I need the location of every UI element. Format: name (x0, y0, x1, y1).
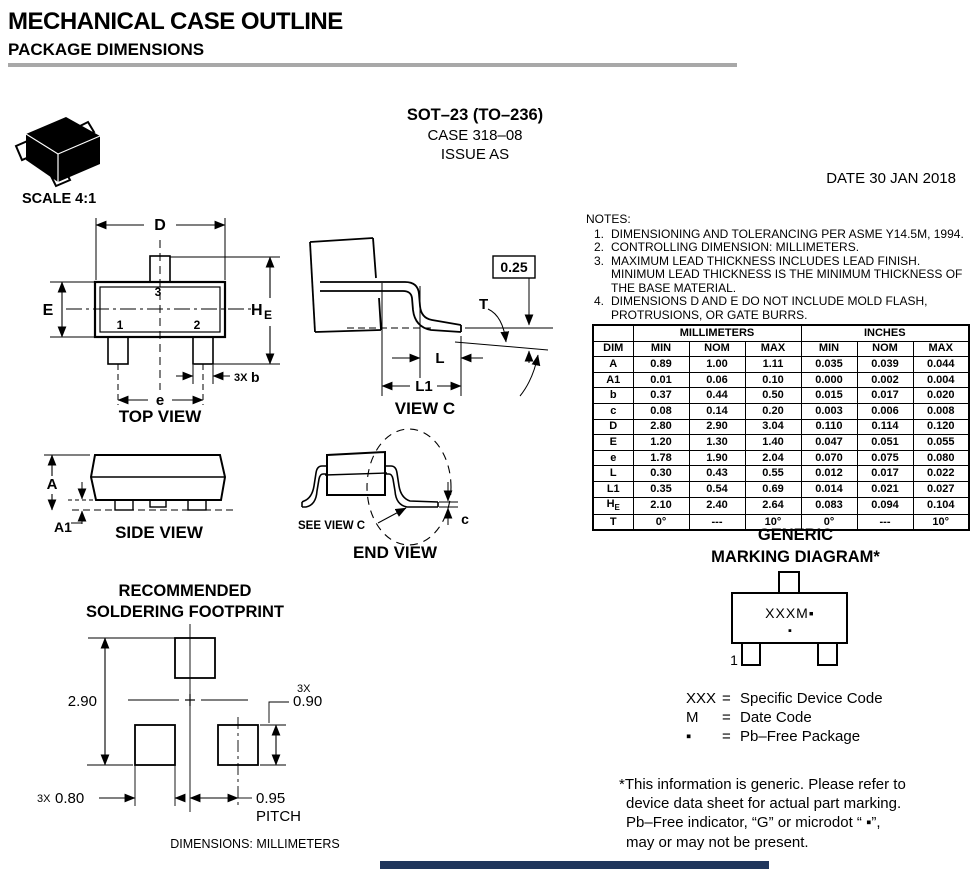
dim-value: 2.90 (689, 419, 745, 435)
dim-value: 0.051 (857, 435, 913, 451)
col-header: MIN (633, 341, 689, 357)
footnote-line: may or may not be present. (626, 833, 809, 851)
dim-symbol: e (593, 450, 633, 466)
dim-symbol: b (593, 388, 633, 404)
bottom-bar (380, 861, 769, 869)
pin1-label: 1 (116, 318, 124, 332)
legend-term: M (686, 709, 699, 726)
pin2-label: 2 (193, 318, 201, 332)
scale-label: SCALE 4:1 (22, 191, 97, 207)
dim-value: 3.04 (745, 419, 801, 435)
dim-value: 0.110 (801, 419, 857, 435)
dim-symbol: A (593, 357, 633, 373)
dim-value: 0.10 (745, 372, 801, 388)
dim-value: 1.11 (745, 357, 801, 373)
dim-value: 0.003 (801, 403, 857, 419)
issue-label: ISSUE AS (440, 146, 510, 163)
page-title: MECHANICAL CASE OUTLINE (8, 8, 343, 35)
dim-symbol: A1 (593, 372, 633, 388)
dim-value: 0.070 (801, 450, 857, 466)
legend-description: Date Code (740, 709, 812, 726)
dim-table-row (593, 403, 969, 419)
note-text: CONTROLLING DIMENSION: MILLIMETERS. (611, 240, 860, 254)
footprint-units-label: DIMENSIONS: MILLIMETERS (170, 837, 340, 851)
footprint-title-line1: RECOMMENDED (118, 582, 252, 600)
dim-label-e: e (155, 392, 165, 409)
dim-value: 1.90 (689, 450, 745, 466)
dim-symbol: D (593, 419, 633, 435)
dim-value: 0.37 (633, 388, 689, 404)
dim-label-c: c (461, 511, 469, 527)
col-header: MIN (801, 341, 857, 357)
dim-label-HE-sub: E (264, 308, 273, 322)
dim-value: 0.43 (689, 466, 745, 482)
end-view-drawing (282, 424, 487, 564)
note-number: 3. (594, 253, 605, 268)
dim-value: 0.114 (857, 419, 913, 435)
dim-symbol: T (593, 514, 633, 530)
inches-header: INCHES (801, 325, 969, 341)
legend-term: ▪ (686, 728, 692, 745)
col-header: NOM (689, 341, 745, 357)
dim-value: 10° (745, 514, 801, 530)
note-item (586, 255, 974, 296)
table-group-header-row (593, 325, 969, 341)
dim-value: 0.004 (913, 372, 969, 388)
dim-symbol: L (593, 466, 633, 482)
dim-value: 0.022 (913, 466, 969, 482)
top-view-caption: TOP VIEW (118, 407, 202, 426)
case-info (325, 106, 625, 165)
dim-value: 0.044 (913, 357, 969, 373)
case-number: CASE 318–08 (427, 126, 523, 144)
dim-label-b-qty: 3X (234, 372, 248, 384)
dim-value: 0.20 (745, 403, 801, 419)
package-name: SOT–23 (TO–236) (406, 106, 544, 124)
dim-value: 2.10 (633, 497, 689, 514)
dim-value: 0.094 (857, 497, 913, 514)
dim-0-95: 0.95 (256, 790, 286, 807)
note-item (586, 241, 974, 255)
legend-item (686, 689, 883, 708)
note-item (586, 228, 974, 242)
dim-value: 0.017 (857, 388, 913, 404)
dim-value: 0.021 (857, 481, 913, 497)
dim-value: 2.04 (745, 450, 801, 466)
dim-label-A1: A1 (54, 519, 72, 535)
dim-value: 0.008 (913, 403, 969, 419)
title-divider (8, 63, 737, 67)
marking-pin1-label: 1 (730, 652, 738, 668)
note-item (586, 295, 974, 322)
dim-value: 1.40 (745, 435, 801, 451)
legend-equals: = (722, 690, 731, 707)
dim-value: 0.039 (857, 357, 913, 373)
dim-value: 1.20 (633, 435, 689, 451)
dim-value: 0.002 (857, 372, 913, 388)
view-c-drawing (285, 228, 570, 423)
dim-table-row (593, 388, 969, 404)
gauge-plane-label: 0.25 (500, 259, 528, 275)
dim-symbol: L1 (593, 481, 633, 497)
dim-value: 0° (633, 514, 689, 530)
footprint-title-line2: SOLDERING FOOTPRINT (86, 603, 284, 621)
dim-label-HE: H (251, 302, 263, 319)
dim-value: 0.08 (633, 403, 689, 419)
dim-value: 0.06 (689, 372, 745, 388)
dim-value: 0.54 (689, 481, 745, 497)
date-label: DATE 30 JAN 2018 (826, 170, 956, 187)
dim-value: 0.017 (857, 466, 913, 482)
dim-value: 0.055 (913, 435, 969, 451)
footnote (619, 775, 971, 852)
dim-value: 0.027 (913, 481, 969, 497)
dim-value: 0.014 (801, 481, 857, 497)
marking-title (698, 525, 893, 568)
dim-value: 0.35 (633, 481, 689, 497)
side-view-drawing (22, 442, 257, 542)
dim-table-row (593, 466, 969, 482)
marking-title-line2: MARKING DIAGRAM* (711, 547, 880, 566)
marking-diagram-drawing (715, 566, 870, 671)
pin3-label: 3 (154, 285, 162, 299)
page-subtitle: PACKAGE DIMENSIONS (8, 40, 205, 59)
millimeters-header: MILLIMETERS (633, 325, 801, 341)
dim-value: 0.01 (633, 372, 689, 388)
dim-label-D: D (154, 217, 166, 234)
dim-label-L1: L1 (415, 378, 433, 395)
note-number: 2. (594, 240, 605, 254)
dim-2-90: 2.90 (67, 693, 97, 710)
footnote-line: Pb–Free indicator, “G” or microdot “ ▪”, (626, 814, 881, 832)
dim-value: 0.69 (745, 481, 801, 497)
note-number: 4. (594, 294, 605, 308)
dim-value: 2.80 (633, 419, 689, 435)
notes-list (586, 228, 974, 323)
marking-title-line1: GENERIC (757, 526, 834, 544)
notes-heading: NOTES: (586, 212, 631, 226)
dim-table-row (593, 450, 969, 466)
dim-label-b: b (251, 369, 260, 385)
dim-table-row (593, 435, 969, 451)
dim-label-E: E (42, 302, 54, 319)
footnote-line: device data sheet for actual part marking. (626, 795, 902, 813)
table-subheader-row (593, 341, 969, 357)
notes-section (586, 213, 974, 322)
dim-value: 0.30 (633, 466, 689, 482)
dim-value: 0.44 (689, 388, 745, 404)
dim-symbol: E (593, 435, 633, 451)
dim-symbol: c (593, 403, 633, 419)
dim-table-row (593, 481, 969, 497)
dim-table-row (593, 372, 969, 388)
dim-value: 0.012 (801, 466, 857, 482)
dim-0-90-qty: 3X (297, 683, 311, 695)
dim-table-row (593, 497, 969, 514)
side-view-caption: SIDE VIEW (115, 523, 203, 542)
dim-value: 2.64 (745, 497, 801, 514)
legend-item (686, 708, 883, 727)
footprint-title (40, 581, 330, 623)
legend-item (686, 727, 883, 746)
dim-value: --- (857, 514, 913, 530)
pitch-label: PITCH (256, 808, 301, 825)
dimension-table (592, 324, 970, 531)
dim-value: 0.006 (857, 403, 913, 419)
dim-0-80-qty: 3X (37, 793, 51, 805)
dim-value: 10° (913, 514, 969, 530)
dim-table-row (593, 419, 969, 435)
dim-value: 0.14 (689, 403, 745, 419)
legend-description: Specific Device Code (740, 690, 883, 707)
soldering-footprint-drawing (35, 622, 365, 837)
dim-label-A: A (46, 476, 58, 493)
dim-value: 0.047 (801, 435, 857, 451)
dim-label-L: L (435, 350, 445, 367)
end-view-caption: END VIEW (352, 543, 438, 562)
col-header: MAX (913, 341, 969, 357)
blank-cell (593, 325, 633, 341)
dim-value: 0.080 (913, 450, 969, 466)
dim-value: 1.78 (633, 450, 689, 466)
note-number: 1. (594, 226, 605, 241)
view-c-caption: VIEW C (394, 399, 456, 418)
pbfree-dot: ▪ (788, 625, 792, 637)
note-text: MAXIMUM LEAD THICKNESS INCLUDES LEAD FINISH. MINIMUM LEAD THICKNESS IS THE MINIMUM THICKNESS OF THE BASE MATERIAL. (611, 253, 963, 295)
dim-value: 1.00 (689, 357, 745, 373)
dim-value: 0.015 (801, 388, 857, 404)
legend-term: XXX (686, 690, 717, 707)
dim-value: 0.083 (801, 497, 857, 514)
dim-value: 0.120 (913, 419, 969, 435)
legend-description: Pb–Free Package (740, 728, 861, 745)
dim-value: 0.000 (801, 372, 857, 388)
dim-label-T: T (479, 296, 489, 313)
note-text: DIMENSIONING AND TOLERANCING PER ASME Y14.5M, 1994. (611, 226, 964, 241)
dim-value: 0.50 (745, 388, 801, 404)
dim-value: 0.55 (745, 466, 801, 482)
dim-table-row (593, 357, 969, 373)
col-header: NOM (857, 341, 913, 357)
legend-equals: = (722, 728, 731, 745)
top-view-drawing (40, 212, 300, 427)
dim-header: DIM (593, 341, 633, 357)
dim-value: 0° (801, 514, 857, 530)
dim-value: 0.075 (857, 450, 913, 466)
dim-value: 1.30 (689, 435, 745, 451)
dim-value: 0.89 (633, 357, 689, 373)
col-header: MAX (745, 341, 801, 357)
dim-value: 0.104 (913, 497, 969, 514)
dim-value: 2.40 (689, 497, 745, 514)
note-text: DIMENSIONS D AND E DO NOT INCLUDE MOLD FLASH, PROTRUSIONS, OR GATE BURRS. (611, 294, 928, 322)
marking-code: XXXM▪ (765, 605, 815, 621)
see-view-c-label: SEE VIEW C (298, 520, 366, 532)
package-3d-icon (8, 108, 113, 196)
footnote-line: *This information is generic. Please refer to (619, 776, 906, 793)
legend-equals: = (722, 709, 731, 726)
dim-value: 0.020 (913, 388, 969, 404)
dim-symbol: $H_E$ (593, 497, 633, 514)
dim-value: --- (689, 514, 745, 530)
dim-value: 0.035 (801, 357, 857, 373)
dim-0-80: 0.80 (55, 790, 85, 807)
dim-0-90: 0.90 (293, 693, 323, 710)
marking-legend (686, 689, 883, 746)
